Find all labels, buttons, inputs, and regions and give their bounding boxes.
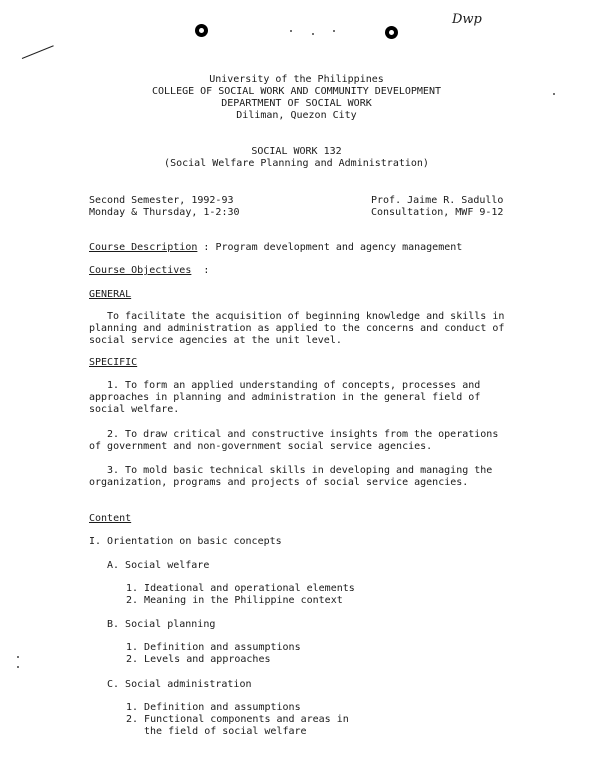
subsection-b: B. Social planning bbox=[107, 619, 216, 630]
semester: Second Semester, 1992-93 bbox=[89, 195, 234, 206]
schedule: Monday & Thursday, 1-2:30 bbox=[89, 207, 240, 218]
description-text: : Program development and agency management bbox=[203, 242, 463, 253]
general-paragraph: To facilitate the acquisition of beginning knowledge and skills in planning and administration as applied to the concerns and conduct of social service agencies at the unit level. bbox=[89, 311, 505, 346]
department-name: DEPARTMENT OF SOCIAL WORK bbox=[221, 98, 372, 109]
speck bbox=[17, 656, 19, 658]
location: Diliman, Quezon City bbox=[236, 110, 357, 121]
subsection-b-item-2: 2. Levels and approaches bbox=[126, 654, 271, 665]
specific-objective-1: 1. To form an applied understanding of concepts, processes and approaches in planning and administration in the general field of social welfare. bbox=[89, 380, 481, 415]
college-name: COLLEGE OF SOCIAL WORK AND COMMUNITY DEVELOPMENT bbox=[152, 86, 441, 97]
course-description bbox=[89, 242, 462, 254]
subsection-b-item-1: 1. Definition and assumptions bbox=[126, 642, 301, 653]
speck bbox=[333, 30, 335, 32]
description-label: Course Description bbox=[89, 242, 198, 253]
course-code: SOCIAL WORK 132 bbox=[251, 146, 342, 157]
university-name: University of the Philippines bbox=[209, 74, 384, 85]
subsection-c-item-2-cont: the field of social welfare bbox=[144, 726, 307, 737]
course-objectives bbox=[89, 265, 209, 277]
specific-objective-3: 3. To mold basic technical skills in developing and managing the organization, programs and projects of social service agencies. bbox=[89, 465, 493, 488]
section-1: I. Orientation on basic concepts bbox=[89, 536, 282, 547]
content-heading: Content bbox=[89, 513, 132, 524]
subsection-c: C. Social administration bbox=[107, 679, 252, 690]
punch-hole-right bbox=[385, 26, 398, 39]
speck bbox=[312, 33, 314, 35]
speck bbox=[290, 30, 292, 32]
subsection-c-item-1: 1. Definition and assumptions bbox=[126, 702, 301, 713]
subsection-a-item-1: 1. Ideational and operational elements bbox=[126, 583, 355, 594]
speck bbox=[17, 666, 19, 668]
subsection-a: A. Social welfare bbox=[107, 560, 210, 571]
general-heading: GENERAL bbox=[89, 289, 132, 300]
consultation: Consultation, MWF 9-12 bbox=[371, 207, 504, 218]
objectives-colon: : bbox=[203, 265, 210, 276]
punch-hole-left bbox=[195, 24, 208, 37]
objectives-label: Course Objectives bbox=[89, 265, 192, 276]
subsection-a-item-2: 2. Meaning in the Philippine context bbox=[126, 595, 343, 606]
specific-heading: SPECIFIC bbox=[89, 357, 138, 368]
subsection-c-item-2: 2. Functional components and areas in bbox=[126, 714, 349, 725]
pen-stroke-mark bbox=[22, 45, 54, 59]
specific-objective-2: 2. To draw critical and constructive insights from the operations of government and non-government social service agencies. bbox=[89, 429, 499, 452]
handwritten-note: Dwp bbox=[452, 12, 482, 27]
course-title: (Social Welfare Planning and Administration) bbox=[164, 158, 429, 169]
professor: Prof. Jaime R. Sadullo bbox=[371, 195, 504, 206]
